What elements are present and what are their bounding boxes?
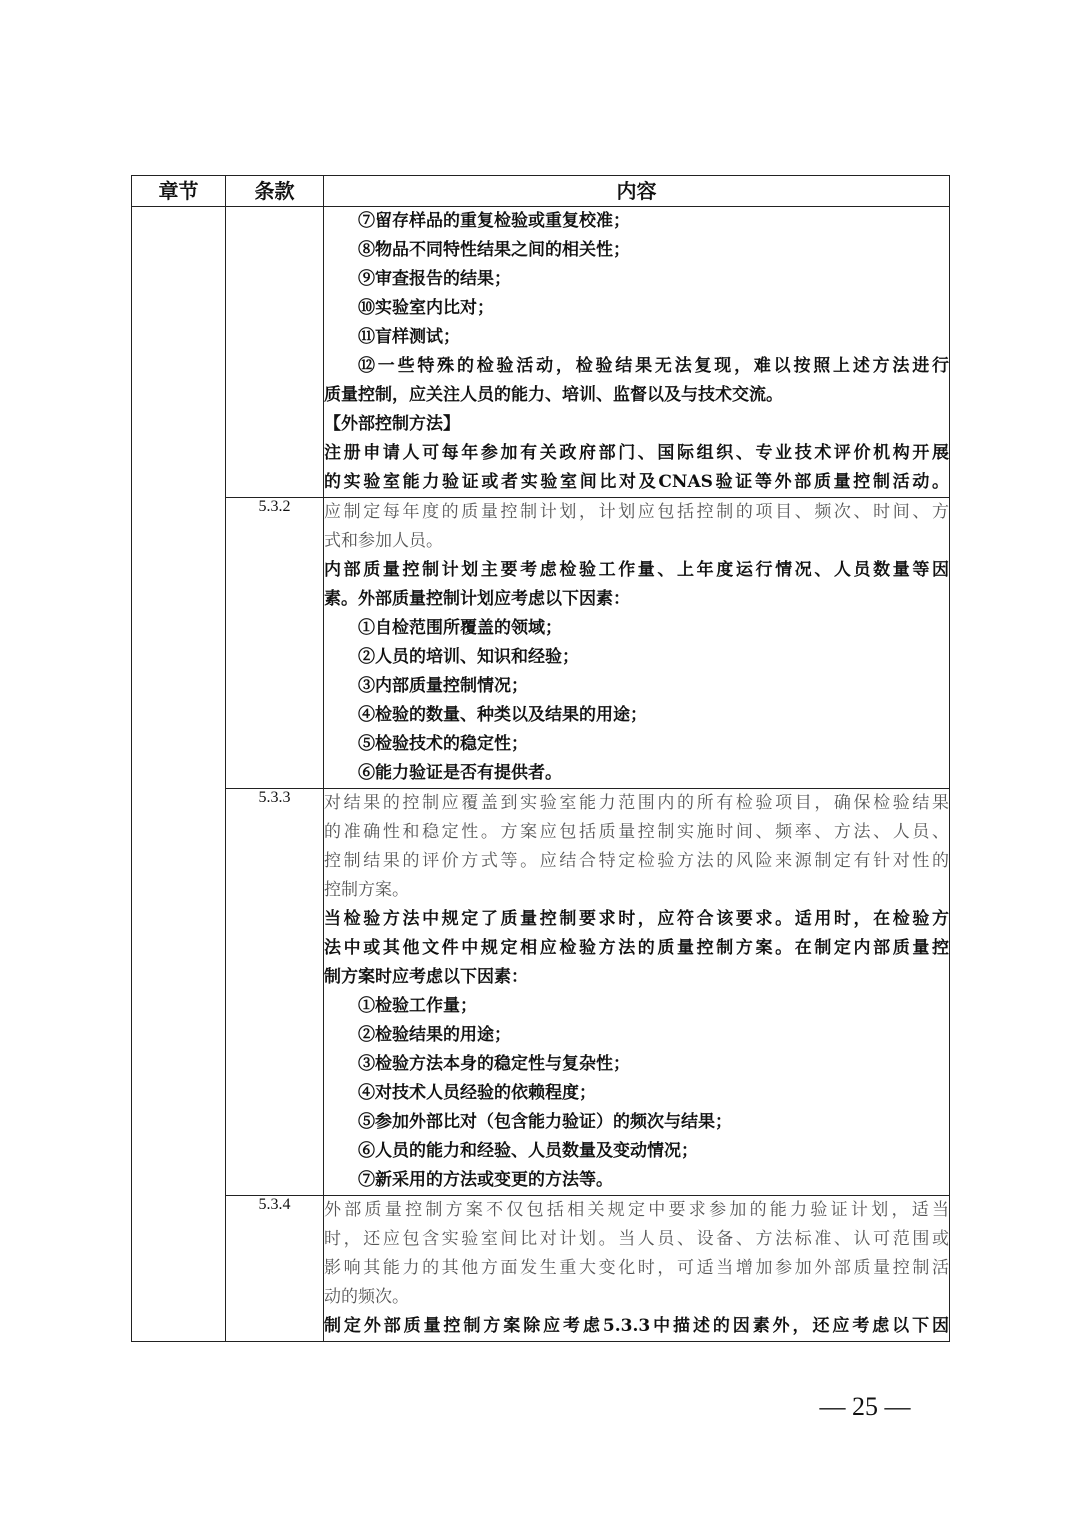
clause-number bbox=[226, 207, 324, 498]
table-row bbox=[132, 789, 950, 1196]
content-line: ③检验方法本身的稳定性与复杂性； bbox=[358, 1054, 630, 1074]
content-cell bbox=[324, 789, 950, 1196]
content-line: ①检验工作量； bbox=[358, 996, 477, 1016]
content-line: 法中或其他文件中规定相应检验方法的质量控制方案。在制定内部质量控 bbox=[324, 938, 949, 958]
content-line: ⑦留存样品的重复检验或重复校准； bbox=[358, 211, 630, 231]
content-line: 内部质量控制计划主要考虑检验工作量、上年度运行情况、人员数量等因 bbox=[324, 560, 949, 580]
content-line: 对结果的控制应覆盖到实验室能力范围内的所有检验项目，确保检验结果 bbox=[324, 793, 949, 813]
content-line: 控制方案。 bbox=[324, 880, 409, 900]
content-line: 质量控制，应关注人员的能力、培训、监督以及与技术交流。 bbox=[324, 385, 783, 405]
content-line: ⑤参加外部比对（包含能力验证）的频次与结果； bbox=[358, 1112, 732, 1132]
table-header-row bbox=[132, 176, 950, 207]
clause-table bbox=[131, 175, 950, 1342]
header-content: 内容 bbox=[324, 176, 950, 207]
content-line: 注册申请人可每年参加有关政府部门、国际组织、专业技术评价机构开展 bbox=[324, 443, 949, 463]
chapter-cell bbox=[132, 207, 226, 1342]
content-line: ⑥能力验证是否有提供者。 bbox=[358, 763, 562, 783]
content-line: 控制结果的评价方式等。应结合特定检验方法的风险来源制定有针对性的 bbox=[324, 851, 949, 871]
clause-number: 5.3.3 bbox=[226, 789, 324, 1196]
content-line: ⑩实验室内比对； bbox=[358, 298, 494, 318]
content-line: 式和参加人员。 bbox=[324, 531, 443, 551]
content-cell bbox=[324, 207, 950, 498]
content-line: ④对技术人员经验的依赖程度； bbox=[358, 1083, 596, 1103]
table-row bbox=[132, 498, 950, 789]
page-number: — 25 — bbox=[819, 1392, 911, 1421]
content-line: ⑪盲样测试； bbox=[358, 327, 460, 347]
clause-number: 5.3.2 bbox=[226, 498, 324, 789]
table-row bbox=[132, 207, 950, 498]
header-chapter: 章节 bbox=[132, 176, 226, 207]
clause-number: 5.3.4 bbox=[226, 1196, 324, 1342]
content-line: 外部质量控制方案不仅包括相关规定中要求参加的能力验证计划，适当 bbox=[324, 1200, 949, 1220]
content-line: 【外部控制方法】 bbox=[324, 414, 460, 434]
content-line: 的准确性和稳定性。方案应包括质量控制实施时间、频率、方法、人员、 bbox=[324, 822, 949, 842]
content-line: 时，还应包含实验室间比对计划。当人员、设备、方法标准、认可范围或 bbox=[324, 1229, 949, 1249]
content-line: 应制定每年度的质量控制计划，计划应包括控制的项目、频次、时间、方 bbox=[324, 502, 949, 522]
table-body bbox=[132, 207, 950, 1342]
content-line: ⑫一些特殊的检验活动，检验结果无法复现，难以按照上述方法进行 bbox=[358, 356, 949, 376]
content-line: 的实验室能力验证或者实验室间比对及CNAS验证等外部质量控制活动。 bbox=[324, 472, 949, 492]
content-line: ③内部质量控制情况； bbox=[358, 676, 528, 696]
header-clause: 条款 bbox=[226, 176, 324, 207]
content-line: 当检验方法中规定了质量控制要求时，应符合该要求。适用时，在检验方 bbox=[324, 909, 949, 929]
content-line: ⑦新采用的方法或变更的方法等。 bbox=[358, 1170, 613, 1190]
content-line: ①自检范围所覆盖的领域； bbox=[358, 618, 562, 638]
content-line: ⑤检验技术的稳定性； bbox=[358, 734, 528, 754]
content-line: 制定外部质量控制方案除应考虑5.3.3中描述的因素外，还应考虑以下因 bbox=[324, 1316, 949, 1336]
content-line: ⑥人员的能力和经验、人员数量及变动情况； bbox=[358, 1141, 698, 1161]
content-line: 影响其能力的其他方面发生重大变化时，可适当增加参加外部质量控制活 bbox=[324, 1258, 949, 1278]
table-row bbox=[132, 1196, 950, 1342]
content-line: 素。外部质量控制计划应考虑以下因素： bbox=[324, 589, 630, 609]
content-cell bbox=[324, 1196, 950, 1342]
content-cell bbox=[324, 498, 950, 789]
content-line: ⑨审查报告的结果； bbox=[358, 269, 511, 289]
content-line: ④检验的数量、种类以及结果的用途； bbox=[358, 705, 647, 725]
content-line: 制方案时应考虑以下因素： bbox=[324, 967, 528, 987]
content-line: ②检验结果的用途； bbox=[358, 1025, 511, 1045]
content-line: 动的频次。 bbox=[324, 1287, 409, 1307]
content-line: ②人员的培训、知识和经验； bbox=[358, 647, 579, 667]
content-line: ⑧物品不同特性结果之间的相关性； bbox=[358, 240, 630, 260]
